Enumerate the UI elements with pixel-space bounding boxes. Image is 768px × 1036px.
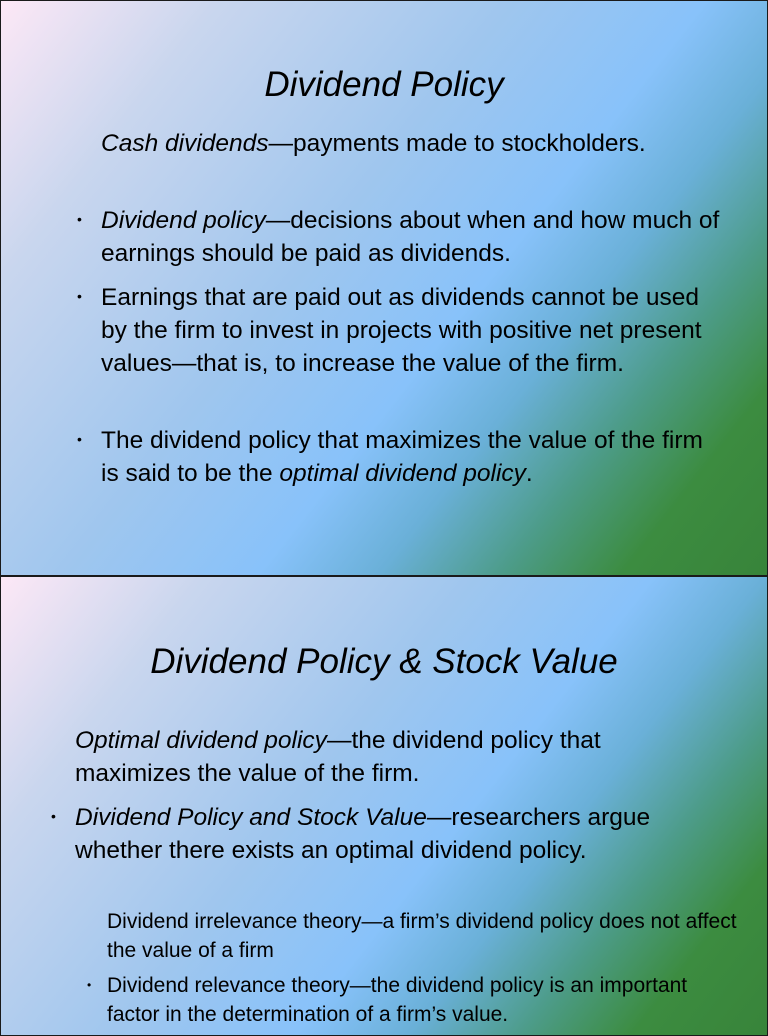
slide-title: Dividend Policy & Stock Value — [150, 642, 618, 681]
bullet-icon: • — [77, 211, 82, 227]
term-dividend-policy: Dividend policy — [101, 207, 266, 234]
subparagraph-irrelevance-theory: Dividend irrelevance theory—a firm’s dividend policy does not affect the value of a firm — [107, 910, 737, 962]
term-optimal-dividend-policy: optimal dividend policy — [279, 460, 526, 487]
slide-title: Dividend Policy — [264, 65, 504, 104]
definition-cash-dividends: —payments made to stockholders. — [268, 130, 646, 157]
paragraph-policy-stock-value — [75, 801, 695, 867]
slide-dividend-policy-stock-value — [0, 576, 768, 1036]
paragraph-cash-dividends — [101, 127, 661, 160]
paragraph-optimal-policy — [101, 424, 721, 490]
definition-dividend-policy: —decisions about when and how much of earnings should be paid as dividends. — [101, 207, 720, 267]
definition-optimal-dividend-policy: —the dividend policy that maximizes the value of the firm. — [75, 727, 601, 787]
bullet-icon: • — [77, 431, 82, 447]
optimal-policy-tail: . — [525, 460, 533, 487]
definition-policy-stock-value: —researchers argue whether there exists an optimal dividend policy. — [75, 804, 651, 864]
subparagraph-relevance-theory: Dividend relevance theory—the dividend policy is an important factor in the determination of a firm’s value. — [107, 974, 688, 1026]
bullet-icon: • — [87, 978, 92, 992]
paragraph-earnings: Earnings that are paid out as dividends cannot be used by the firm to invest in projects with positive net present values—that is, to increase the value of the firm. — [101, 284, 702, 377]
term-cash-dividends: Cash dividends — [101, 130, 269, 157]
paragraph-dividend-policy — [101, 204, 721, 270]
term-optimal-dividend-policy: Optimal dividend policy — [75, 727, 327, 754]
paragraph-optimal-dividend-policy — [75, 724, 715, 790]
bullet-icon: • — [51, 808, 56, 824]
term-policy-stock-value: Dividend Policy and Stock Value — [75, 804, 427, 831]
bullet-icon: • — [77, 288, 82, 304]
optimal-policy-lead: The dividend policy that maximizes the value of the firm is said to be the — [101, 427, 703, 487]
